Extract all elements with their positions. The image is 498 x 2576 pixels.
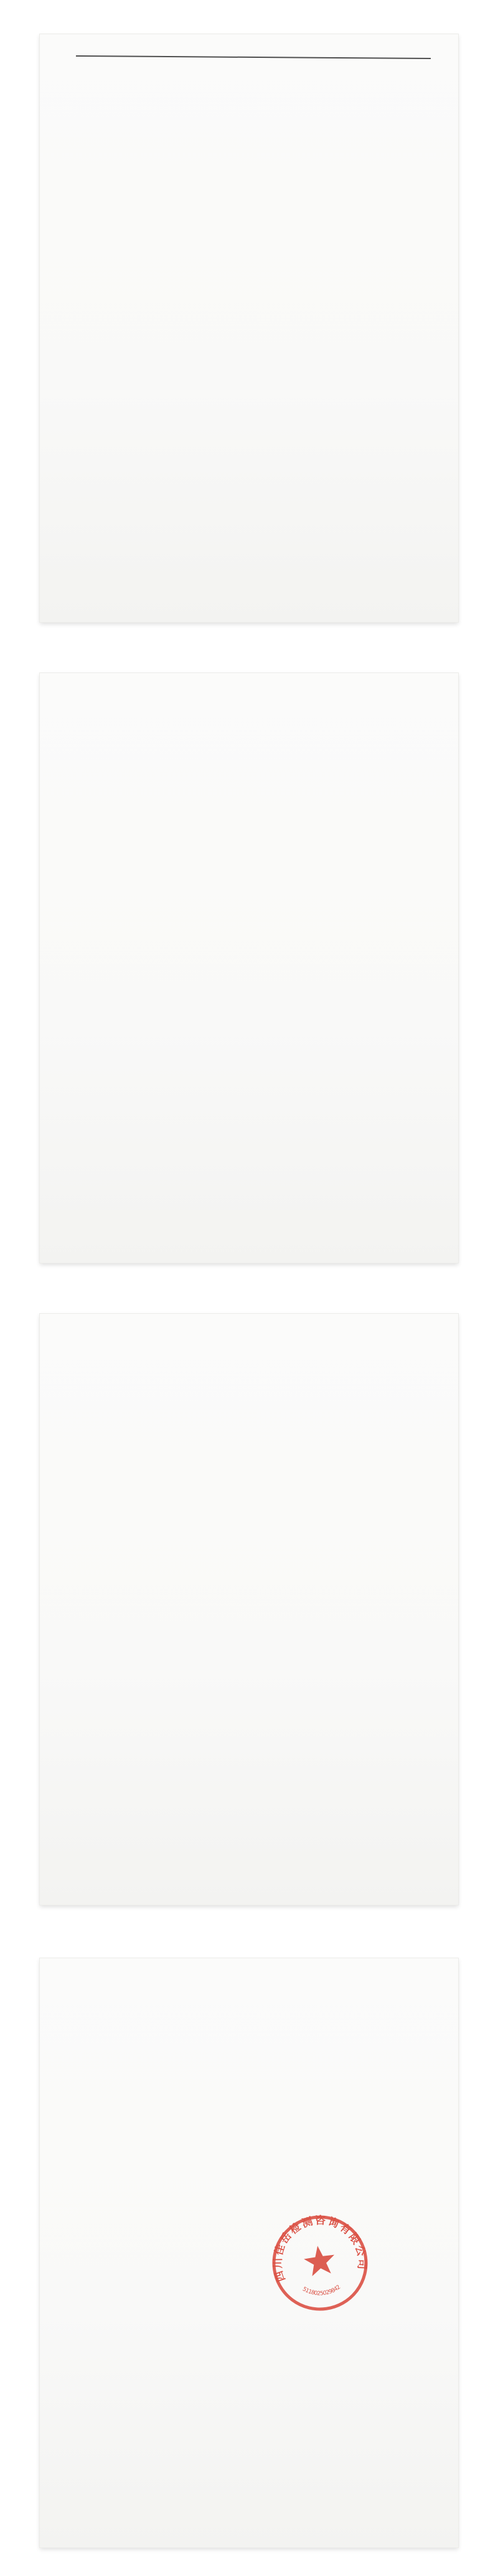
page-1 [40, 34, 458, 622]
company-stamp [262, 2205, 377, 2320]
stamp-serial-text: 5118025029842 [301, 2284, 342, 2297]
header-rule [76, 55, 431, 59]
page-4-content [40, 1958, 458, 2547]
stamp-star-icon [303, 2244, 337, 2277]
svg-text:5118025029842 [301, 2281, 342, 2300]
page-1-content [40, 34, 458, 622]
stamp-company-text: 四川佳岳检测咨询有限公司 [271, 2215, 369, 2284]
svg-text:四川佳岳检测咨询有限公司 [265, 2208, 370, 2284]
page-3-content [40, 1314, 458, 1905]
page-3 [40, 1314, 458, 1905]
page-4 [40, 1958, 458, 2547]
page-2-content [40, 673, 458, 1263]
page-2 [40, 673, 458, 1263]
